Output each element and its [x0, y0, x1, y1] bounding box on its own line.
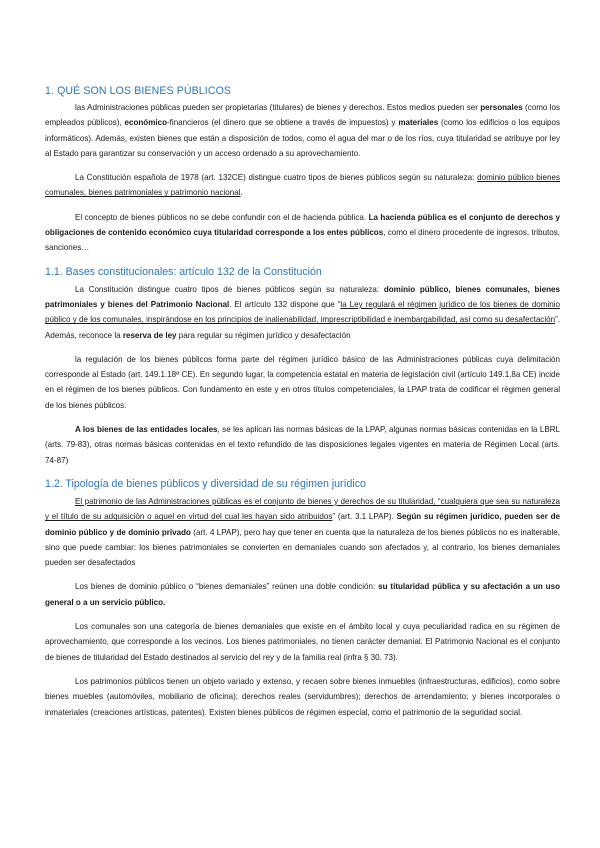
text-run: -financieros (el dinero que se obtiene a través de impuestos) y [167, 118, 399, 128]
paragraph-hacienda [45, 210, 560, 256]
paragraph-article-132 [45, 282, 560, 343]
text-run: (como los empleados públicos), [45, 103, 560, 128]
paragraph-patrimonio [45, 494, 560, 570]
text-run: , como el dinero procedente de ingresos, tributos, sanciones… [45, 228, 560, 253]
text-run: ” (art. 3.1 LPAP). [332, 512, 397, 522]
underlined-run: la Ley regulará el régimen jurídico de los bienes de dominio público y de los comunales, inspirándose en los principios de inalienabilidad, imprescriptibilidad e inembargabilidad, así como su desafectación [45, 299, 560, 325]
underlined-run: dominio público bienes comunales, bienes patrimoniales y patrimonio nacional [45, 173, 560, 198]
text-run: El concepto de bienes públicos no se debe confundir con el de hacienda pública. [75, 212, 369, 222]
text-run: Los comunales son una categoría de bienes demaniales que existe en el ámbito local y cuya peculiaridad radica en su régimen de aprovechamiento, que corresponde a los vecinos. Los bienes patrimoniales, no tienen carácter demanial. El Patrimonio Nacional es el conjunto de bienes de titularidad del Estado destinados al servicio del rey y de la familia real (infra § 30. 73). [45, 622, 560, 662]
bold-run: dominio público, bienes comunales, bienes patrimoniales y bienes del Patrimonio Nacional [45, 284, 560, 309]
bold-run: su titularidad pública y su afectación a un uso general o a un servicio público. [45, 582, 560, 607]
paragraph-local-entities [45, 422, 560, 468]
bold-run: económico [124, 118, 167, 128]
paragraph-demaniales [45, 579, 560, 610]
underlined-run: El patrimonio de las Administraciones públicas es el conjunto de bienes y derechos de su titularidad, “cualquiera que sea su naturaleza y el título de su adquisición o aquel en virtud del cual les hayan sido atribuidos [45, 496, 560, 522]
text-run: , se les aplican las normas básicas de la LPAP, algunas normas básicas contenidas en la LBRL (arts. 79-83), otras normas básicas contenidas en el texto refundido de las disposiciones legales vigentes en materia de Régimen Local (arts. 74-87) [45, 425, 560, 465]
bold-run: materiales [398, 118, 439, 128]
text-run: . [240, 188, 243, 198]
paragraph-regulation [45, 352, 560, 413]
text-run: ”. Además, reconoce la [45, 315, 560, 340]
section-heading-1-1: 1.1. Bases constitucionales: artículo 132 de la Constitución [45, 265, 322, 278]
text-run: Los bienes de dominio público o “bienes demaniales” reúnen una doble condición: [75, 582, 379, 592]
text-run: la regulación de los bienes públicos forma parte del régimen jurídico básico de las Administraciones públicas cuya delimitación corresponde al Estado (art. 149.1.18ª CE). En segundo lugar, la competencia estatal en materia de legislación civil (artículo 149.1.8a CE) incide en el régimen de los bienes públicos. Con fundamento en este y en otros títulos competenciales, la LPAP trata de codificar el régimen general de los bienes públicos. [45, 354, 560, 410]
bold-run: La hacienda pública es el conjunto de derechos y obligaciones de contenido económico cuya titularidad corresponde a los entes públicos [45, 212, 560, 238]
text-run: (como los edificios o los equipos informáticos). Además, existen bienes que están a disposición de todos, como el agua del mar o de los ríos, cuya titularidad se atribuye por ley al Estado para garantizar su conservación y un acceso ordenado a su aprovechamiento. [45, 118, 560, 158]
paragraph-patrimonios-publicos [45, 674, 560, 720]
text-run: La Constitución distingue cuatro tipos de bienes públicos según su naturaleza: [75, 284, 384, 294]
section-heading-1-2: 1.2. Tipología de bienes públicos y diversidad de su régimen jurídico [45, 477, 366, 490]
paragraph-constitution-types [45, 170, 560, 201]
text-run: . El artículo 132 dispone que “ [229, 299, 341, 309]
paragraph-intro [45, 100, 560, 161]
text-run: para regular su régimen jurídico y desafectación [176, 330, 351, 340]
bold-run: Según su régimen jurídico, pueden ser de dominio público y de dominio privado [45, 512, 561, 537]
document-body [45, 84, 560, 729]
section-heading-1: 1. QUÉ SON LOS BIENES PÚBLICOS [45, 85, 232, 97]
text-run: (art. 4 LPAP), pero hay que tener en cuenta que la naturaleza de los bienes públicos no es inalterable, sino que puede cambiar: los bienes patrimoniales se convierten en demaniales cuando son afectados y, al contrario, los bienes demaniales pueden ser desafectados [45, 527, 561, 568]
bold-run: reserva de ley [122, 330, 177, 340]
text-run: las Administraciones públicas pueden ser propietarias (titulares) de bienes y derechos. Estos medios pueden ser [75, 103, 481, 112]
paragraph-comunales [45, 619, 560, 665]
bold-run: personales [480, 103, 523, 112]
text-run: Los patrimonios públicos tienen un objeto variado y extenso, y recaen sobre bienes inmuebles (infraestructuras, edificios), como sobre bienes muebles (automóviles, mobiliario de oficina); derechos reales (servidumbres); derechos de arrendamiento; y bienes incorporales o inmateriales (creaciones artísticas, patentes). Existen bienes públicos de régimen especial, como el patrimonio de la seguridad social. [45, 676, 560, 717]
text-run: La Constitución española de 1978 (art. 132CE) distingue cuatro tipos de bienes públicos según su naturaleza: [75, 173, 478, 183]
bold-run: A los bienes de las entidades locales [75, 425, 218, 435]
